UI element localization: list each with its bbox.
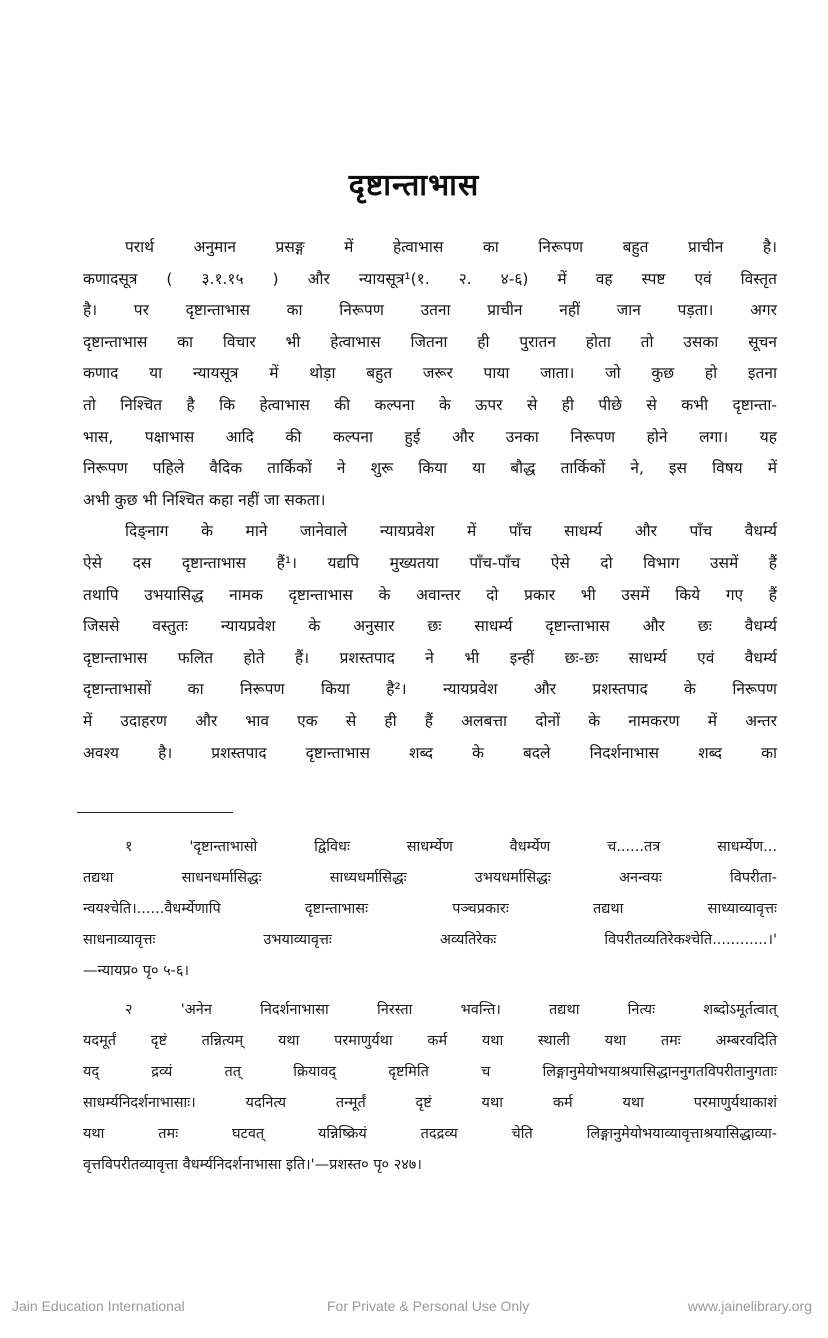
footnote-line: न्वयश्चेति।......वैधर्म्येणापि दृष्टान्ताभासः पञ्चप्रकारः तद्यथा साध्याव्यावृत्तः [83, 901, 777, 917]
footer-website-link[interactable]: www.jainelibrary.org [687, 1298, 812, 1314]
body-line: दृष्टान्ताभास फलित होते हैं। प्रशस्तपाद ने भी इन्हीं छः-छः साधर्म्य एवं वैधर्म्य [83, 648, 777, 667]
footnote-line: साधर्म्यनिदर्शनाभासाः। यदनित्य तन्मूर्तं दृष्टं यथा कर्म यथा परमाणुर्यथाकाशं [83, 1095, 778, 1111]
body-line: भास, पक्षाभास आदि की कल्पना हुई और उनका निरूपण होने लगा। यह [83, 427, 777, 446]
footnote-line: यथा तमः घटवत् यन्निष्क्रियं तदद्रव्य चेति लिङ्गानुमेयोभयाव्यावृत्ताश्रयासिद्धाव्या- [83, 1126, 777, 1142]
body-line: जिससे वस्तुतः न्यायप्रवेश के अनुसार छः साधर्म्य दृष्टान्ताभास और छः वैधर्म्य [83, 617, 777, 636]
body-line: दृष्टान्ताभासों का निरूपण किया है²। न्यायप्रवेश और प्रशस्तपाद के निरूपण [83, 680, 777, 699]
paragraph-1 [83, 232, 777, 516]
page-footer [0, 1298, 828, 1318]
paragraph-2 [83, 516, 777, 769]
body-line: दिङ्नाग के माने जानेवाले न्यायप्रवेश में पाँच साधर्म्य और पाँच वैधर्म्य [125, 522, 777, 541]
body-line: दृष्टान्ताभास का विचार भी हेत्वाभास जितना ही पुरातन होता तो उसका सूचन [83, 332, 777, 351]
body-line: में उदाहरण और भाव एक से ही हैं अलबत्ता दोनों के नामकरण में अन्तर [83, 711, 777, 730]
body-line: ऐसे दस दृष्टान्ताभास हैं¹। यद्यपि मुख्यतया पाँच-पाँच ऐसे दो विभाग उसमें हैं [83, 553, 777, 572]
footnote-line: यदमूर्तं दृष्टं तन्नित्यम् यथा परमाणुर्यथा कर्म यथा स्थाली यथा तमः अम्बरवदिति [83, 1033, 777, 1049]
footnote-line: तद्यथा साधनधर्मासिद्धः साध्यधर्मासिद्धः उभयधर्मासिद्धः अनन्वयः विपरीता- [83, 870, 777, 886]
footnotes [83, 832, 777, 1189]
body-line: तो निश्चित है कि हेत्वाभास की कल्पना के ऊपर से ही पीछे से कभी दृष्टान्ता- [83, 395, 777, 414]
footnote-line: २ 'अनेन निदर्शनाभासा निरस्ता भवन्ति। तद्यथा नित्यः शब्दोऽमूर्तत्वात् [125, 1002, 777, 1018]
footnote-separator [77, 812, 233, 813]
body-line: परार्थ अनुमान प्रसङ्ग में हेत्वाभास का निरूपण बहुत प्राचीन है। [125, 238, 777, 256]
body-line: कणादसूत्र ( ३.१.१५ ) और न्यायसूत्र¹(१. २. ४-६) में वह स्पष्ट एवं विस्तृत [83, 269, 777, 288]
footnote-line: यद् द्रव्यं तत् क्रियावद् दृष्टमिति च लिङ्गानुमेयोभयाश्रयासिद्धाननुगतविपरीतानुगताः [83, 1064, 777, 1080]
footnote-line: साधनाव्यावृत्तः उभयाव्यावृत्तः अव्यतिरेकः विपरीतव्यतिरेकश्चेति............।' [83, 932, 777, 948]
footer-publisher: Jain Education International [12, 1298, 185, 1314]
body-text [83, 232, 777, 769]
footnote-2 [83, 995, 777, 1181]
footnote-line: वृत्तविपरीतव्यावृत्ता वैधर्म्यनिदर्शनाभासा इति।'—प्रशस्त० पृ० २४७। [83, 1157, 422, 1173]
body-line: अभी कुछ भी निश्चित कहा नहीं जा सकता। [83, 490, 326, 509]
footnote-line: —न्यायप्र० पृ० ५-६। [83, 963, 189, 979]
footer-usage-note: For Private & Personal Use Only [327, 1298, 530, 1314]
footnote-line: १ 'दृष्टान्ताभासो द्विविधः साधर्म्येण वैधर्म्येण च......तत्र साधर्म्येण... [125, 839, 777, 855]
body-line: कणाद या न्यायसूत्र में थोड़ा बहुत जरूर पाया जाता। जो कुछ हो इतना [83, 364, 777, 383]
body-line: है। पर दृष्टान्ताभास का निरूपण उतना प्राचीन नहीं जान पड़ता। अगर [83, 301, 777, 320]
page-title: दृष्टान्ताभास [348, 168, 480, 203]
body-line: अवश्य है। प्रशस्तपाद दृष्टान्ताभास शब्द के बदले निदर्शनाभास शब्द का [83, 743, 777, 762]
footnote-1 [83, 832, 777, 987]
body-line: निरूपण पहिले वैदिक तार्किकों ने शुरू किया या बौद्ध तार्किकों ने, इस विषय में [83, 459, 777, 478]
body-line: तथापि उभयासिद्ध नामक दृष्टान्ताभास के अवान्तर दो प्रकार भी उसमें किये गए हैं [83, 585, 777, 604]
